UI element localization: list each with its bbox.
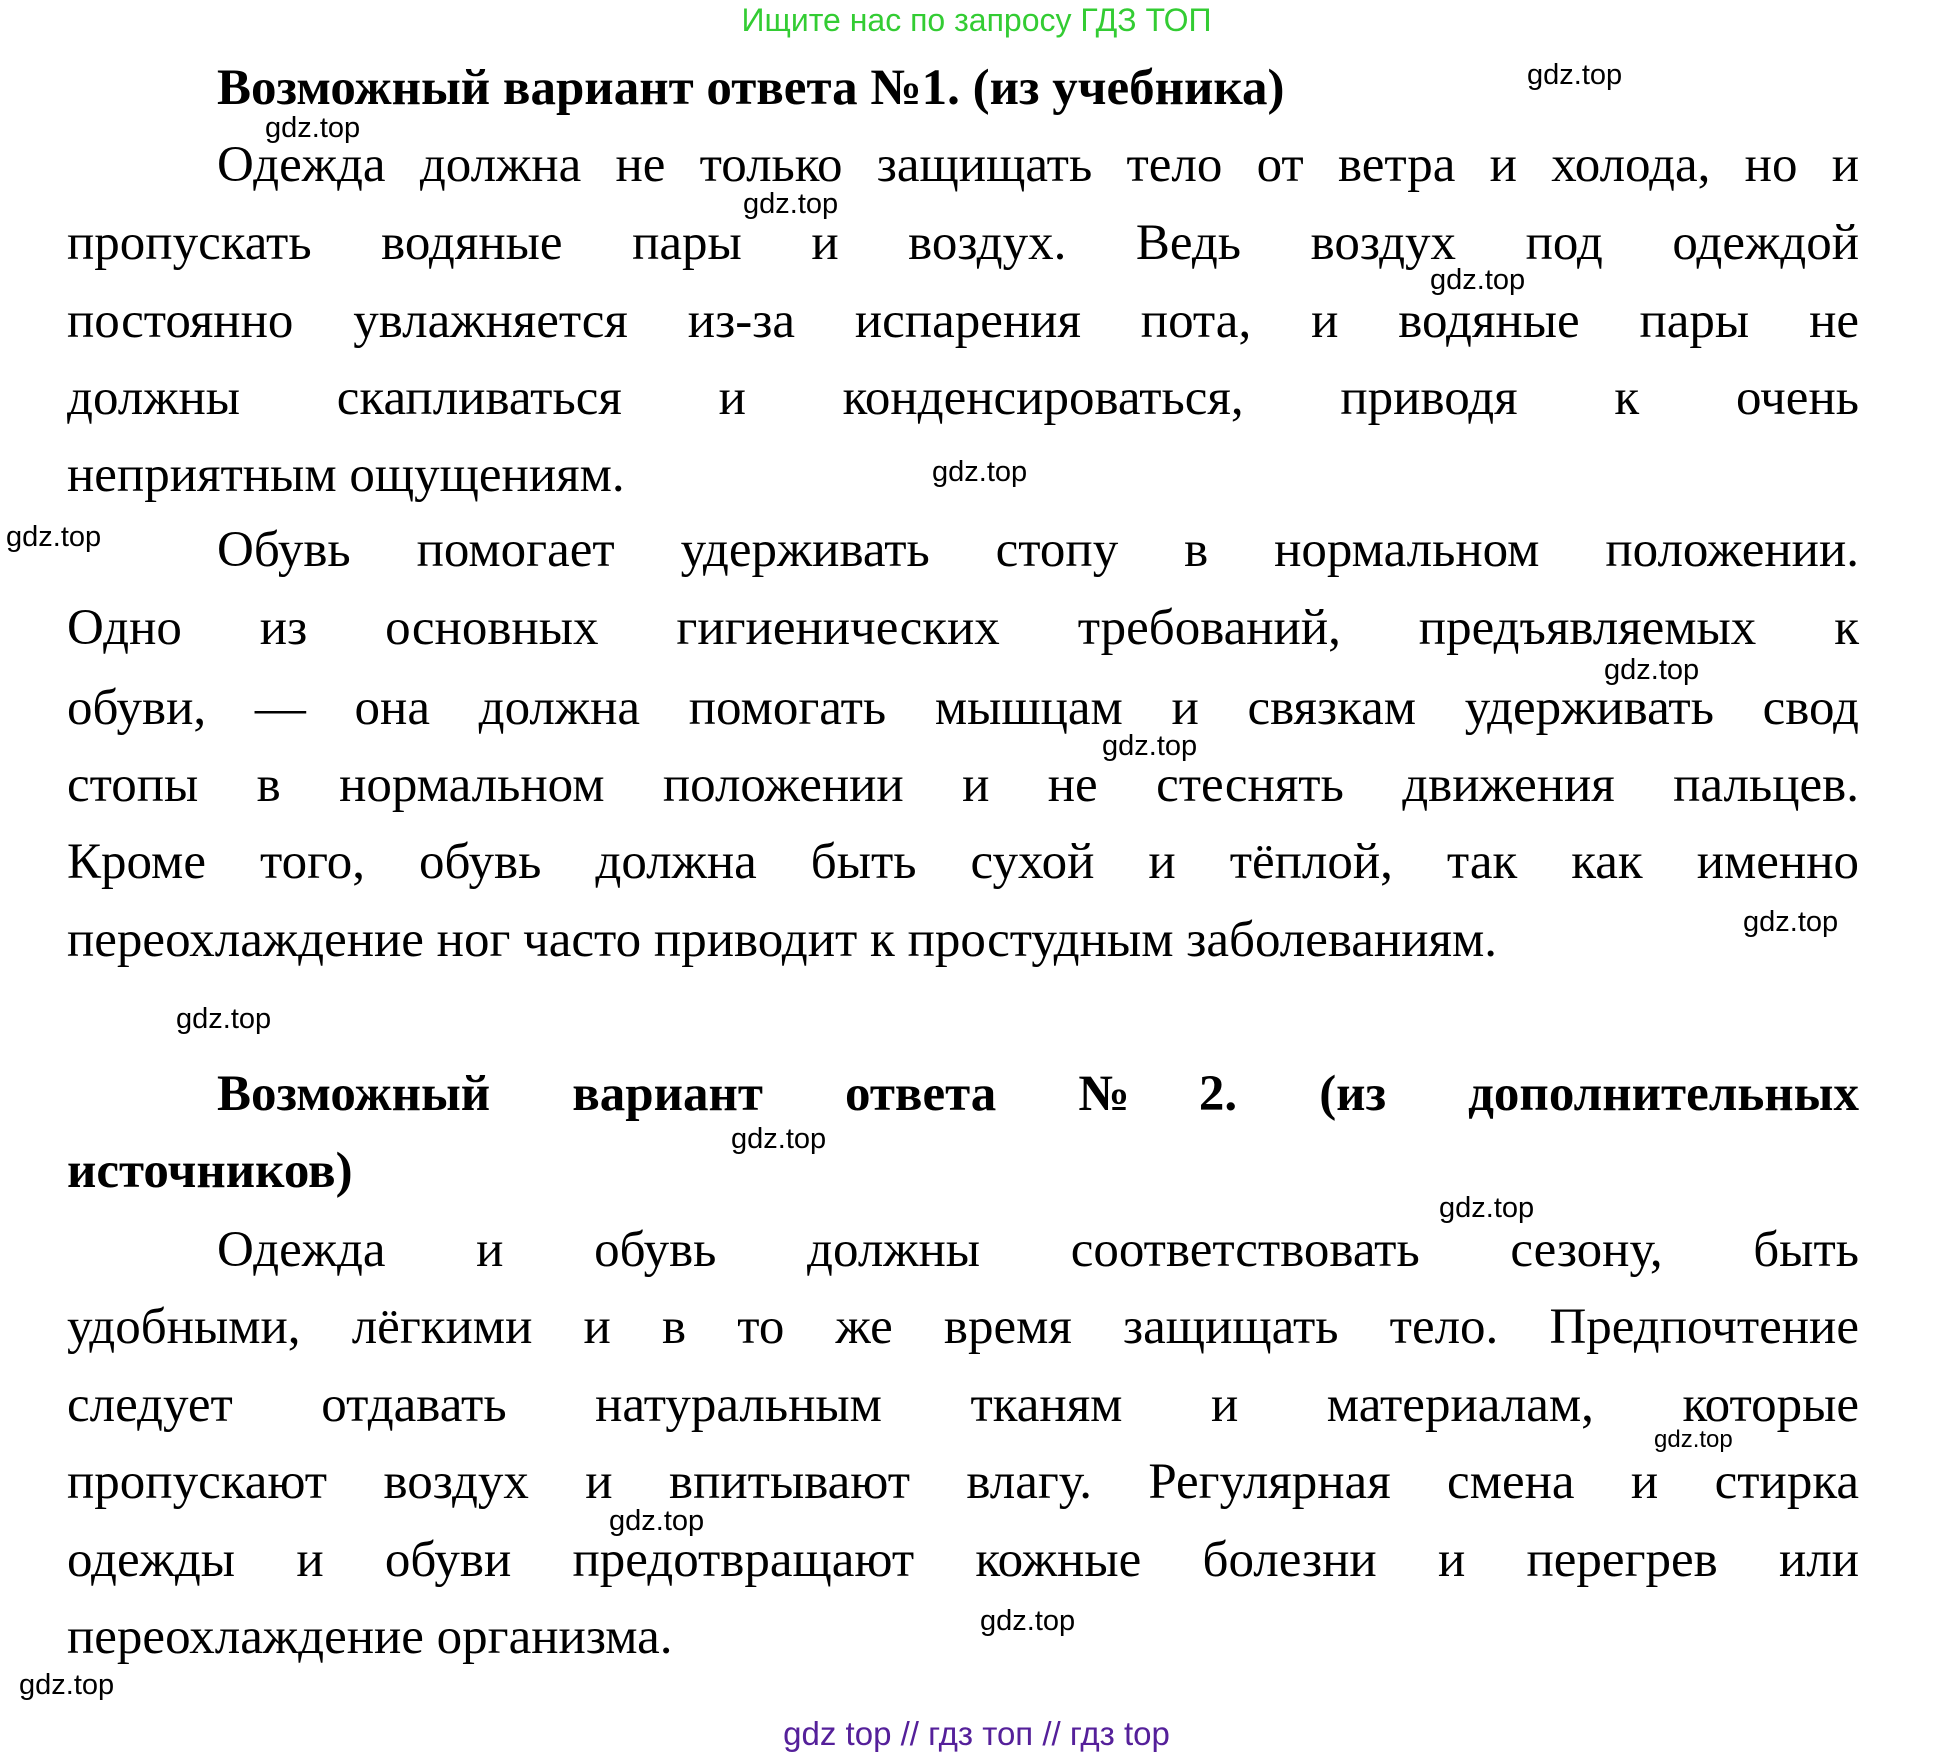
watermark: gdz.top [1102,730,1198,762]
watermark: gdz.top [19,1669,115,1701]
para3-line: удобными, лёгкими и в то же время защищать тело. Предпочтение [67,1299,1859,1355]
watermark: gdz.top [731,1123,827,1155]
header-banner: Ищите нас по запросу ГДЗ ТОП [741,2,1212,38]
para2-line: Обувь помогает удерживать стопу в нормальном положении. [217,522,1859,578]
para3-line: Одежда и обувь должны соответствовать сезону, быть [217,1222,1859,1278]
watermark: gdz.top [743,188,839,220]
answer-2-title: Возможный вариант ответа №2. (из дополнительных [217,1066,1859,1122]
para2-line: Одно из основных гигиенических требований, предъявляемых к [67,600,1859,656]
para1-line: постоянно увлажняется из-за испарения пота, и водяные пары не [67,293,1859,349]
watermark: gdz.top [1527,59,1623,91]
watermark: gdz.top [176,1003,272,1035]
watermark: gdz.top [1604,654,1700,686]
para3-line: пропускают воздух и впитывают влагу. Регулярная смена и стирка [67,1454,1859,1510]
footer-banner: gdz top // гдз топ // гдз top [783,1715,1170,1752]
para1-line: неприятным ощущениям. [67,447,625,503]
para2-line: стопы в нормальном положении и не стеснять движения пальцев. [67,757,1859,813]
para3-line: следует отдавать натуральным тканям и материалам, которые [67,1377,1859,1433]
watermark: gdz.top [609,1505,705,1537]
watermark: gdz.top [1654,1426,1733,1453]
watermark: gdz.top [980,1605,1076,1637]
answer-1-title: Возможный вариант ответа №1. (из учебника) [217,60,1285,116]
watermark: gdz.top [932,456,1028,488]
para1-line: Одежда должна не только защищать тело от ветра и холода, но и [217,137,1859,193]
para3-line: переохлаждение организма. [67,1609,673,1665]
watermark: gdz.top [265,112,361,144]
para2-line: обуви, — она должна помогать мышцам и связкам удерживать свод [67,680,1859,736]
watermark: gdz.top [1439,1192,1535,1224]
watermark: gdz.top [1743,906,1839,938]
para1-line: пропускать водяные пары и воздух. Ведь воздух под одеждой [67,215,1859,271]
answer-2-title-cont: источников) [67,1143,353,1199]
para3-line: одежды и обуви предотвращают кожные болезни и перегрев или [67,1532,1859,1588]
para1-line: должны скапливаться и конденсироваться, приводя к очень [67,370,1859,426]
watermark: gdz.top [6,521,102,553]
para2-line: Кроме того, обувь должна быть сухой и тёплой, так как именно [67,834,1859,890]
para2-line: переохлаждение ног часто приводит к простудным заболеваниям. [67,912,1497,968]
watermark: gdz.top [1430,264,1526,296]
